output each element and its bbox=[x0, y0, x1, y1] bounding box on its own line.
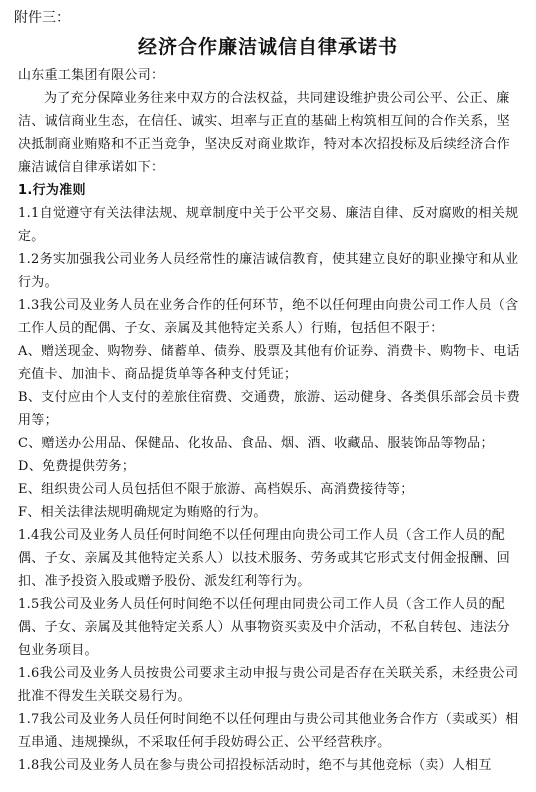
document-title: 经济合作廉洁诚信自律承诺书 bbox=[137, 36, 398, 58]
clause-1-6: 1.6我公司及业务人员按贵公司要求主动申报与贵公司是否存在关联关系，未经贵公司批准不得发生关联交易行为。 bbox=[18, 666, 519, 704]
clause-1-3: 1.3我公司及业务人员在业务合作的任何环节，绝不以任何理由向贵公司工作人员（含工作人员的配偶、子女、亲属及其他特定关系人）行贿，包括但不限于： bbox=[18, 298, 519, 336]
clause-1-1: 1.1自觉遵守有关法律法规、规章制度中关于公平交易、廉洁自律、反对腐败的相关规定。 bbox=[18, 206, 519, 244]
attachment-label: 附件三： bbox=[14, 10, 70, 26]
item-c: C、赠送办公用品、保健品、化妆品、食品、烟、酒、收藏品、服装饰品等物品； bbox=[18, 436, 494, 451]
item-e: E、组织贵公司人员包括但不限于旅游、高档娱乐、高消费接待等； bbox=[18, 482, 414, 497]
clause-1-7: 1.7我公司及业务人员任何时间绝不以任何理由与贵公司其他业务合作方（卖或买）相互串通、违规操纵，不采取任何手段妨碍公正、公平经营秩序。 bbox=[18, 712, 519, 750]
item-b: B、支付应由个人支付的差旅住宿费、交通费，旅游、运动健身、各类俱乐部会员卡费用等； bbox=[18, 390, 520, 428]
clause-1-5: 1.5我公司及业务人员任何时间绝不以任何理由同贵公司工作人员（含工作人员的配偶、子女、亲属及其他特定关系人）从事物资买卖及中介活动，不私自转包、违法分包业务项目。 bbox=[18, 597, 511, 658]
clause-1-4: 1.4我公司及业务人员任何时间绝不以任何理由向贵公司工作人员（含工作人员的配偶、子女、亲属及其他特定关系人）以技术服务、劳务或其它形式支付佣金报酬、回扣、准予投资入股或赠予股份、派发红利等行为。 bbox=[18, 528, 511, 589]
item-d: D、免费提供劳务； bbox=[18, 459, 136, 474]
document-body bbox=[18, 64, 520, 777]
clause-1-2: 1.2务实加强我公司业务人员经常性的廉洁诚信教育，使其建立良好的职业操守和从业行为。 bbox=[18, 252, 519, 290]
intro-paragraph: 为了充分保障业务往来中双方的合法权益，共同建设维护贵公司公平、公正、廉洁、诚信商业生态，在信任、诚实、坦率与正直的基础上构筑相互间的合作关系，坚决抵制商业贿赂和不正当竞争，坚决反对商业欺诈，特对本次招投标及后续经济合作廉洁诚信自律承诺如下： bbox=[18, 91, 511, 175]
item-f: F、相关法律法规明确规定为贿赂的行为。 bbox=[18, 505, 267, 520]
section-heading: 1.行为准则 bbox=[18, 183, 86, 198]
clause-1-8: 1.8我公司及业务人员在参与贵公司招投标活动时，绝不与其他竞标（卖）人相互 bbox=[18, 758, 492, 773]
item-a: A、赠送现金、购物券、储蓄单、债券、股票及其他有价证券、消费卡、购物卡、电话充值卡、加油卡、商品提货单等各种支付凭证； bbox=[18, 344, 520, 382]
addressee: 山东重工集团有限公司： bbox=[18, 68, 165, 83]
